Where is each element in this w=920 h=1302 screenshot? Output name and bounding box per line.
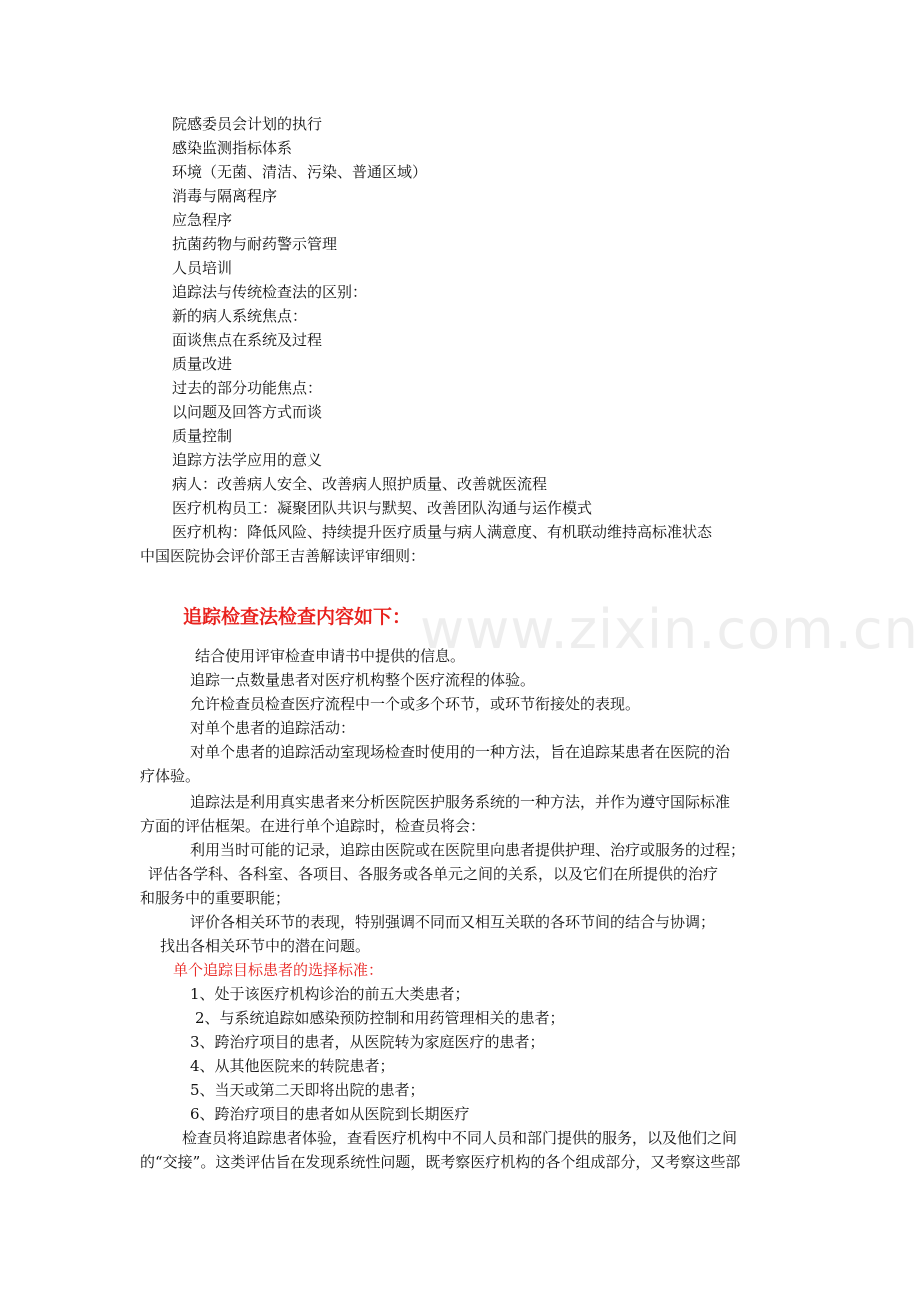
outline-item: 以问题及回答方式而谈 xyxy=(172,403,323,421)
section-heading: 追踪检查法检查内容如下： xyxy=(183,606,412,628)
outline-item: 院感委员会计划的执行 xyxy=(172,115,323,133)
criteria-item: 1、处于该医疗机构诊治的前五大类患者； xyxy=(190,985,470,1003)
speaker-line: 中国医院协会评价部王吉善解读评审细则： xyxy=(140,547,426,565)
outline-item: 医疗机构：降低风险、持续提升医疗质量与病人满意度、有机联动维持高标准状态 xyxy=(172,523,713,541)
outline-item: 环境（无菌、清洁、污染、普通区域） xyxy=(172,163,428,181)
closing-line: 的“交接”。这类评估旨在发现系统性问题，既考察医疗机构的各个组成部分，又考察这些部 xyxy=(140,1153,741,1171)
body-line: 评价各相关环节的表现，特别强调不同而又相互关联的各环节间的结合与协调； xyxy=(190,913,716,931)
body-line: 方面的评估框架。在进行单个追踪时，检查员将会： xyxy=(140,817,486,835)
outline-item: 面谈焦点在系统及过程 xyxy=(172,331,323,349)
outline-item: 抗菌药物与耐药警示管理 xyxy=(172,235,338,253)
outline-item: 新的病人系统焦点： xyxy=(172,307,308,325)
criteria-item: 4、从其他医院来的转院患者； xyxy=(190,1057,395,1075)
outline-item: 质量控制 xyxy=(172,427,233,445)
body-line: 评估各学科、各科室、各项目、各服务或各单元之间的关系，以及它们在所提供的治疗 xyxy=(148,865,719,883)
criteria-item: 3、跨治疗项目的患者，从医院转为家庭医疗的患者； xyxy=(190,1033,545,1051)
body-line: 和服务中的重要职能； xyxy=(140,889,291,907)
outline-item: 病人：改善病人安全、改善病人照护质量、改善就医流程 xyxy=(172,475,548,493)
criteria-item: 2、与系统追踪如感染预防控制和用药管理相关的患者； xyxy=(195,1009,565,1027)
body-line: 利用当时可能的记录，追踪由医院或在医院里向患者提供护理、治疗或服务的过程； xyxy=(190,841,746,859)
outline-item: 质量改进 xyxy=(172,355,233,373)
outline-item: 消毒与隔离程序 xyxy=(172,187,278,205)
watermark: www.zixin.com.cn xyxy=(420,598,919,661)
closing-line: 检查员将追踪患者体验，查看医疗机构中不同人员和部门提供的服务，以及他们之间 xyxy=(182,1129,738,1147)
criteria-title: 单个追踪目标患者的选择标准： xyxy=(173,961,384,979)
body-line: 结合使用评审检查申请书中提供的信息。 xyxy=(195,647,466,665)
outline-item: 过去的部分功能焦点： xyxy=(172,379,323,397)
criteria-item: 5、当天或第二天即将出院的患者； xyxy=(190,1081,425,1099)
body-line: 对单个患者的追踪活动室现场检查时使用的一种方法，旨在追踪某患者在医院的治 xyxy=(190,743,731,761)
outline-item: 应急程序 xyxy=(172,211,233,229)
body-line: 追踪一点数量患者对医疗机构整个医疗流程的体验。 xyxy=(190,671,536,689)
outline-item: 医疗机构员工：凝聚团队共识与默契、改善团队沟通与运作模式 xyxy=(172,499,593,517)
outline-item: 感染监测指标体系 xyxy=(172,139,293,157)
body-line: 允许检查员检查医疗流程中一个或多个环节，或环节衔接处的表现。 xyxy=(190,695,641,713)
body-line: 找出各相关环节中的潜在问题。 xyxy=(160,937,371,955)
body-line: 对单个患者的追踪活动： xyxy=(190,719,356,737)
criteria-item: 6、跨治疗项目的患者如从医院到长期医疗 xyxy=(190,1105,470,1123)
outline-item: 追踪法与传统检查法的区别： xyxy=(172,283,368,301)
body-line: 追踪法是利用真实患者来分析医院医护服务系统的一种方法，并作为遵守国际标准 xyxy=(190,793,731,811)
outline-item: 追踪方法学应用的意义 xyxy=(172,451,323,469)
body-line: 疗体验。 xyxy=(140,767,201,785)
outline-item: 人员培训 xyxy=(172,259,233,277)
